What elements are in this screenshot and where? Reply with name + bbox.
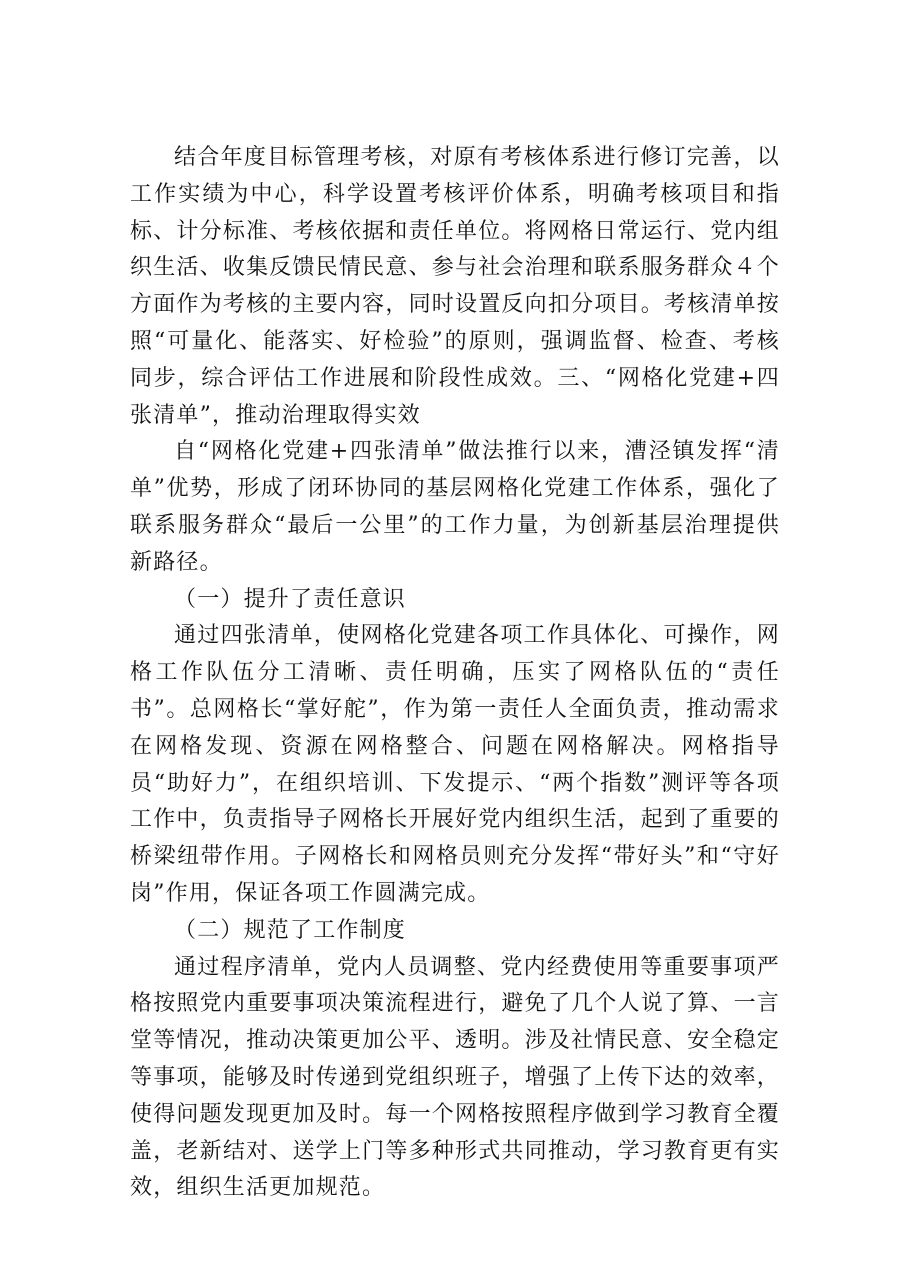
paragraph-grid-party-building: 自“网格化党建+四张清单”做法推行以来，漕泾镇发挥“清单”优势，形成了闭环协同的基层网格化党建工作体系，强化了联系服务群众“最后一公里”的工作力量，为创新基层治理提供新路径。 — [130, 439, 780, 575]
heading-work-system: （二）规范了工作制度 — [174, 917, 407, 943]
paragraph-work-system: 通过程序清单，党内人员调整、党内经费使用等重要事项严格按照党内重要事项决策流程进行，避免了几个人说了算、一言堂等情况，推动决策更加公平、透明。涉及社情民意、安全稳定等事项，能够及时传递到党组织班子，增强了上传下达的效率，使得问题发现更加及时。每一个网格按照程序做到学习教育全覆盖，老新结对、送学上门等多种形式共同推动，学习教育更有实效，组织生活更加规范。 — [130, 954, 780, 1201]
document-body — [130, 140, 780, 1207]
heading-responsibility: （一）提升了责任意识 — [174, 586, 407, 612]
paragraph-responsibility: 通过四张清单，使网格化党建各项工作具体化、可操作，网格工作队伍分工清晰、责任明确，压实了网格队伍的“责任书”。总网格长“掌好舵”，作为第一责任人全面负责，推动需求在网格发现、资源在网格整合、问题在网格解决。网格指导员“助好力”，在组织培训、下发提示、“两个指数”测评等各项工作中，负责指导子网格长开展好党内组织生活，起到了重要的桥梁纽带作用。子网格长和网格员则充分发挥“带好头”和“守好岗”作用，保证各项工作圆满完成。 — [130, 623, 780, 906]
paragraph-assessment: 结合年度目标管理考核，对原有考核体系进行修订完善，以工作实绩为中心，科学设置考核评价体系，明确考核项目和指标、计分标准、考核依据和责任单位。将网格日常运行、党内组织生活、收集反馈民情民意、参与社会治理和联系服务群众４个方面作为考核的主要内容，同时设置反向扣分项目。考核清单按照“可量化、能落实、好检验”的原则，强调监督、检查、考核同步，综合评估工作进展和阶段性成效。三、“网格化党建+四张清单”，推动治理取得实效 — [130, 145, 780, 428]
